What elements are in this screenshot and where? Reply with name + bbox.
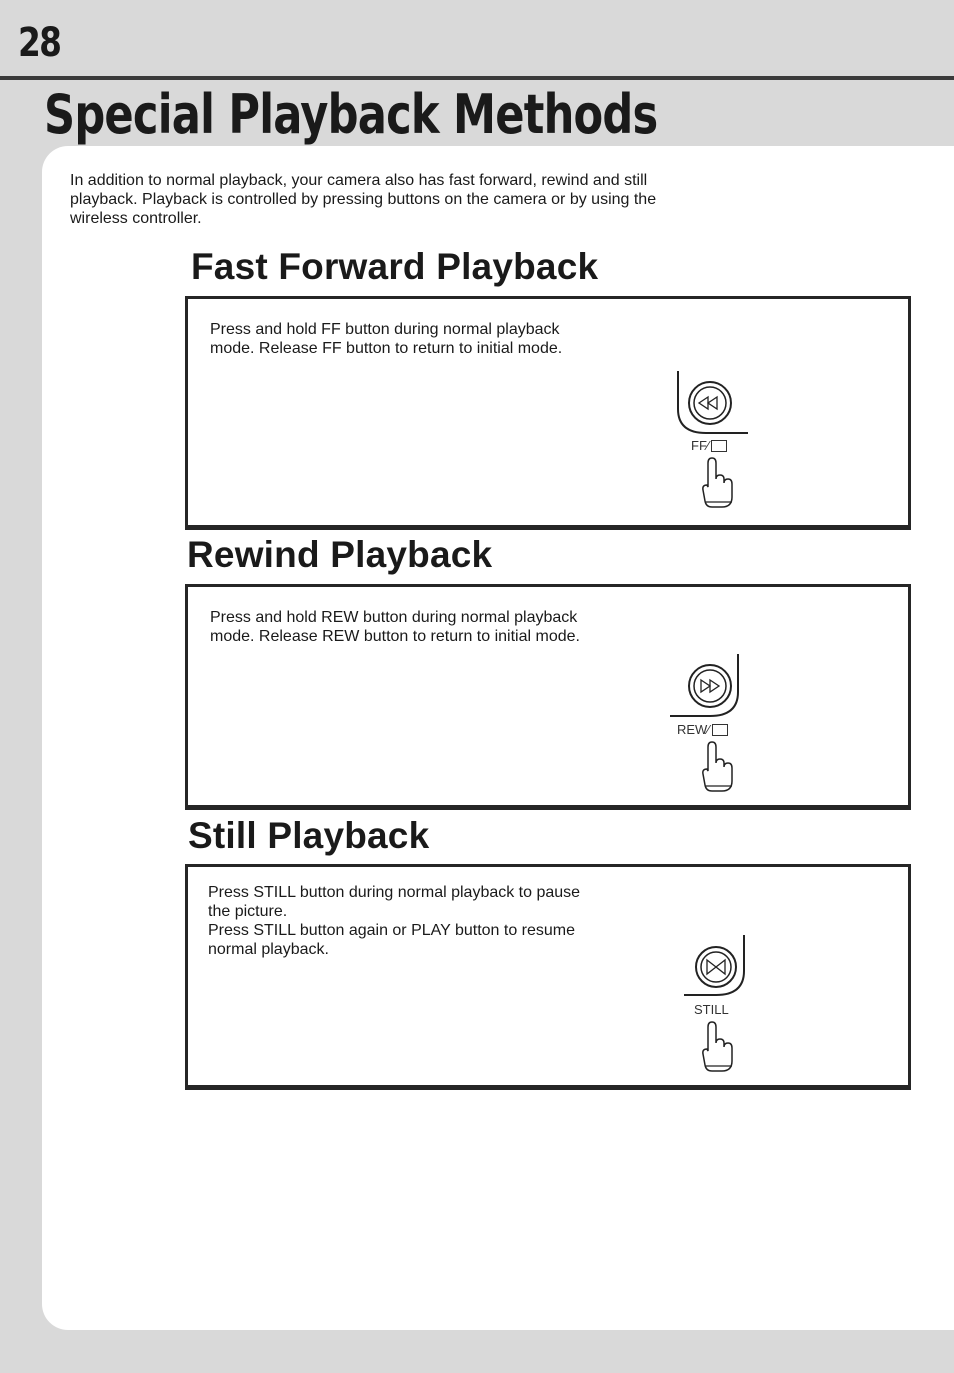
rew-label-text: REW — [677, 722, 708, 737]
fast-forward-description — [210, 320, 562, 358]
still-bowtie-icon — [680, 933, 752, 1001]
rewind-description — [210, 608, 580, 646]
fast-forward-double-triangle-icon — [666, 652, 746, 722]
rewind-heading: Rewind Playback — [187, 534, 493, 575]
ff-label-text: FF — [691, 438, 707, 453]
fast-forward-heading: Fast Forward Playback — [191, 246, 599, 287]
header-rule — [0, 76, 954, 80]
still-line-1: Press STILL button during normal playback to pause — [208, 884, 581, 901]
still-line-3: Press STILL button again or PLAY button to resume — [208, 922, 576, 939]
pointing-hand-icon — [696, 741, 736, 795]
still-line-2: the picture. — [208, 903, 288, 920]
rewind-line-1: Press and hold REW button during normal playback — [210, 609, 578, 626]
fast-forward-line-1: Press and hold FF button during normal playback — [210, 321, 560, 338]
rewind-mini-icon — [711, 440, 727, 452]
slash-icon: ⁄ — [707, 722, 710, 737]
ff-label — [691, 438, 727, 453]
still-heading: Still Playback — [188, 815, 430, 856]
rewind-box — [185, 584, 911, 810]
rewind-line-2: mode. Release REW button to return to initial mode. — [210, 628, 580, 645]
pointing-hand-icon — [696, 457, 736, 511]
still-box — [185, 864, 911, 1090]
slash-icon: ⁄ — [706, 438, 710, 453]
intro-paragraph: In addition to normal playback, your camera also has fast forward, rewind and still playback. Playback is controlled by pressing buttons on the camera or by using the wireless controller. — [70, 172, 657, 227]
still-description — [208, 883, 580, 959]
still-label: STILL — [694, 1002, 729, 1017]
page-number: 28 — [18, 20, 61, 66]
page-title: Special Playback Methods — [44, 83, 658, 146]
fast-forward-box — [185, 296, 911, 530]
fast-forward-line-2: mode. Release FF button to return to initial mode. — [210, 340, 563, 357]
pointing-hand-icon — [696, 1021, 736, 1075]
still-line-4: normal playback. — [208, 941, 329, 958]
rew-label — [677, 722, 728, 737]
rewind-double-triangle-icon — [668, 369, 748, 439]
fast-forward-mini-icon — [712, 724, 728, 736]
